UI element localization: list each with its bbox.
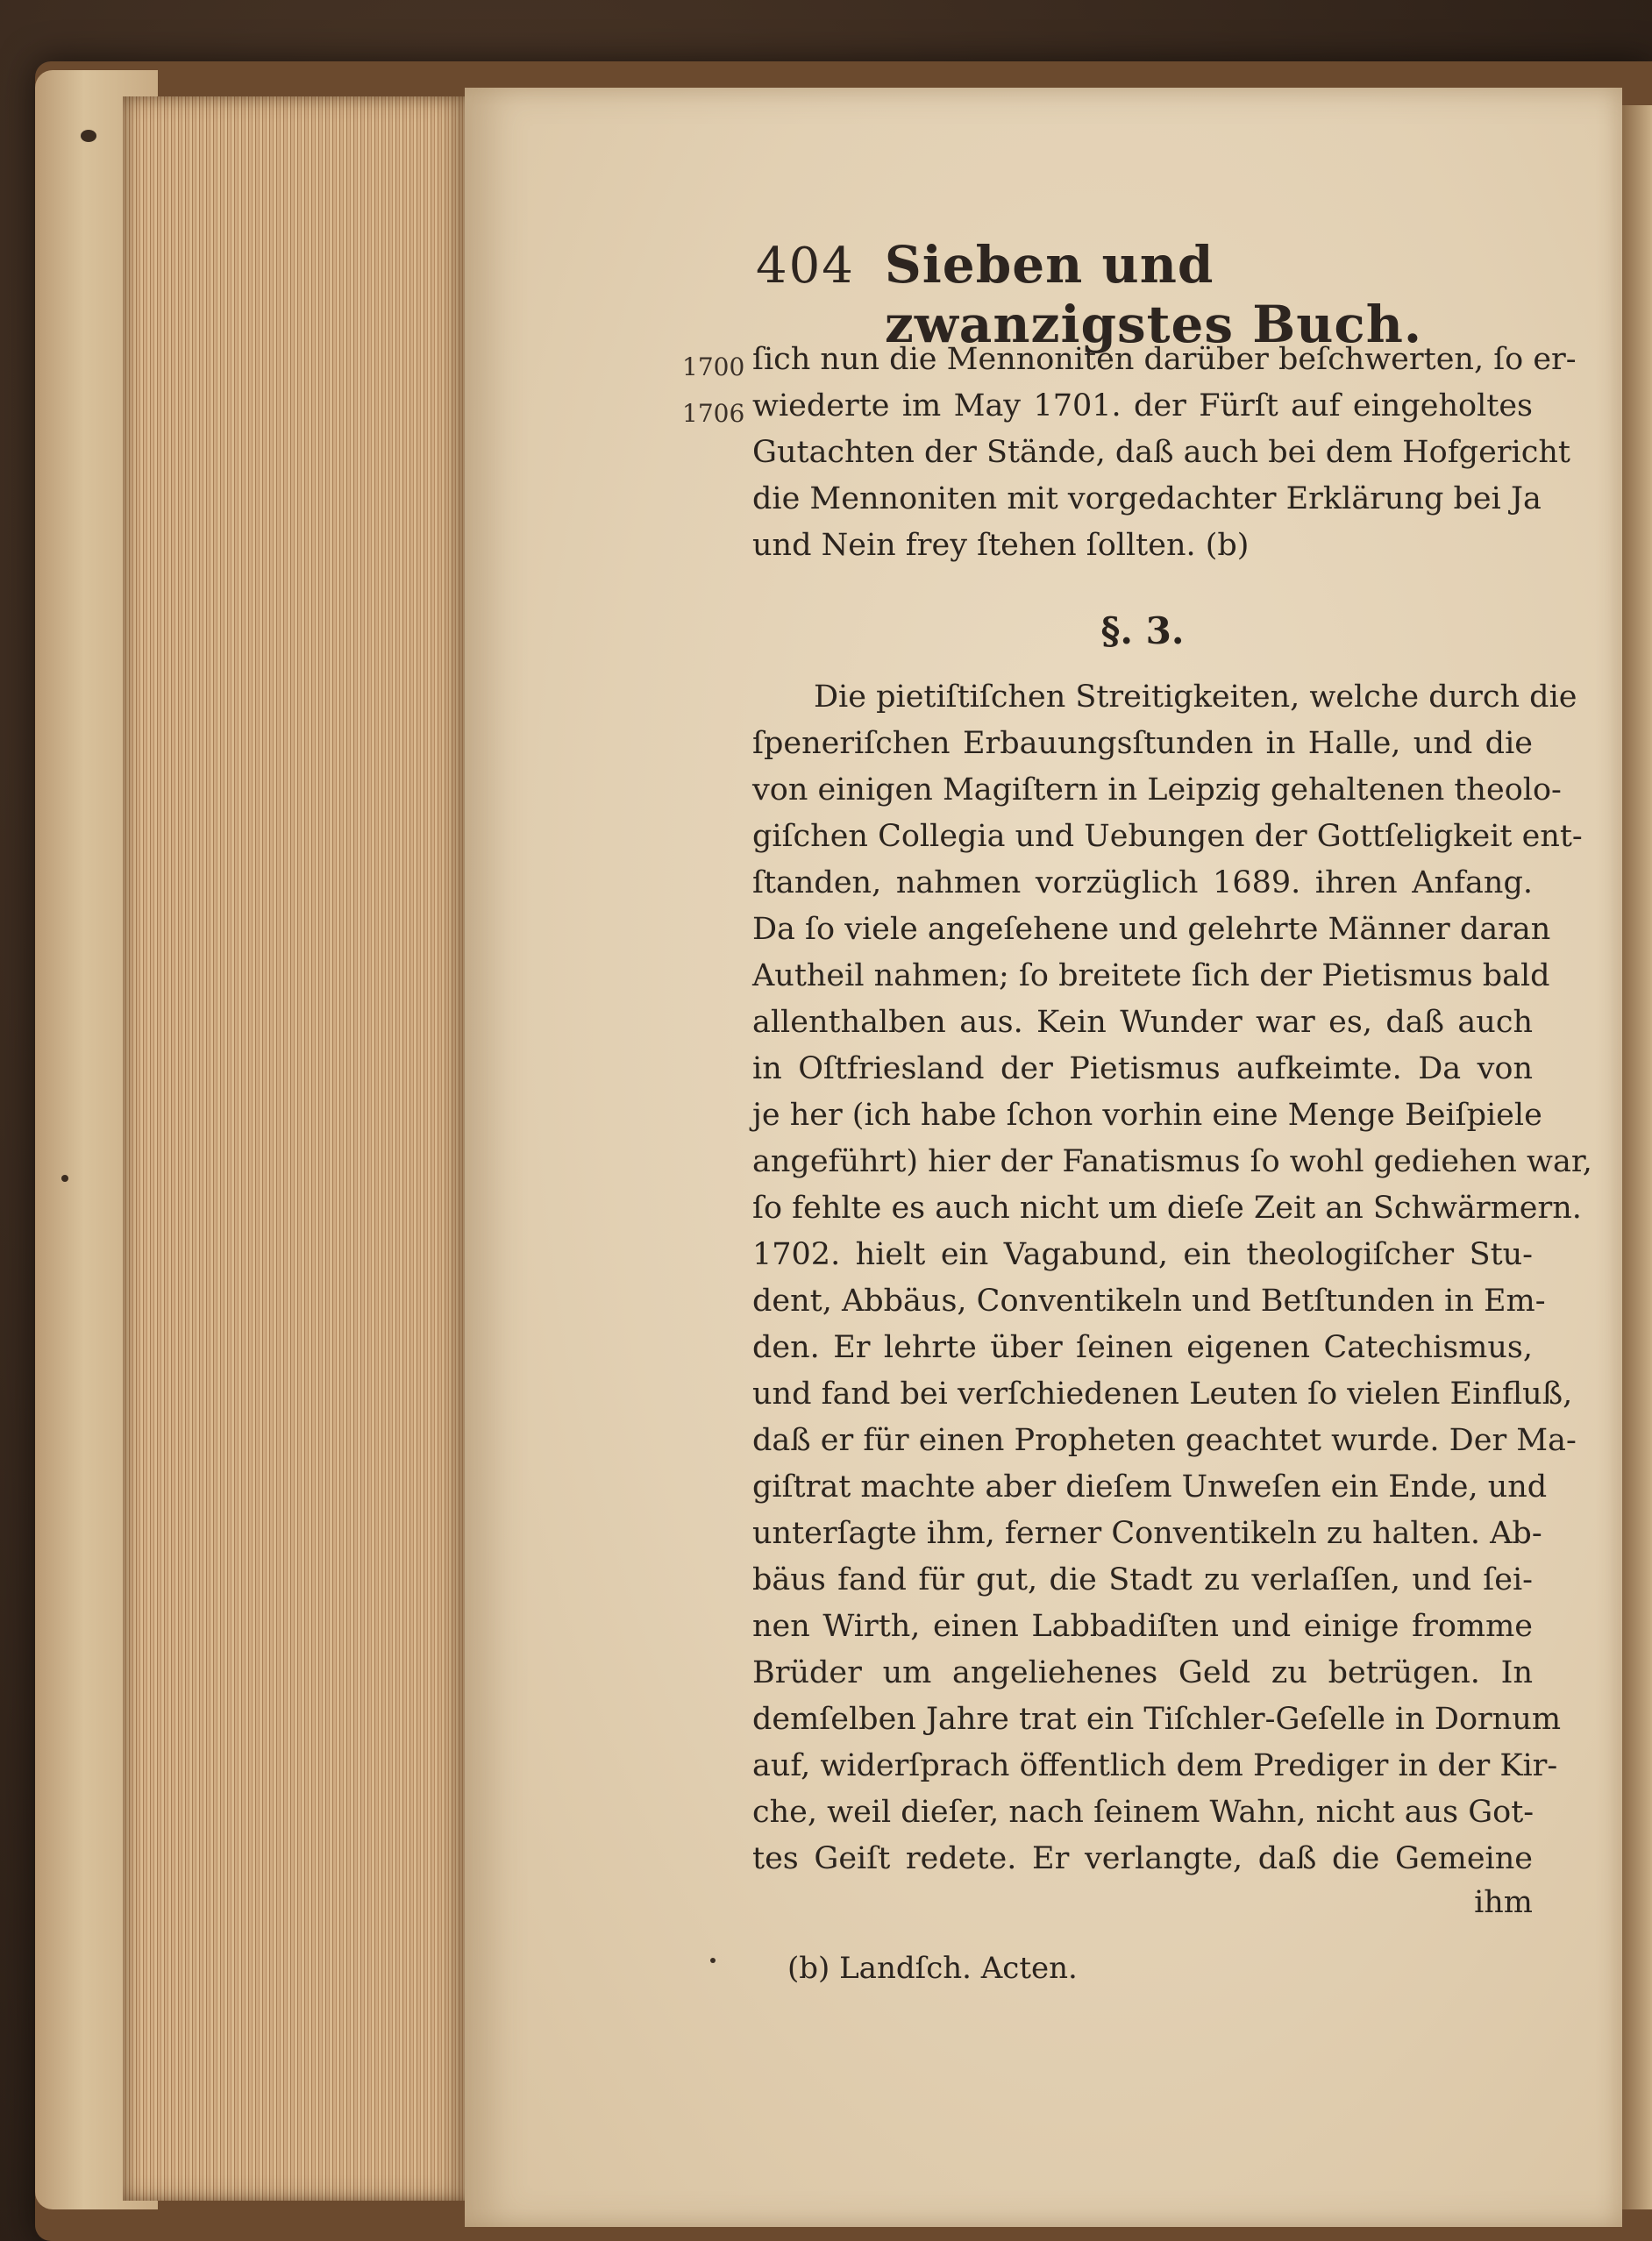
text-line: allenthalben aus. Kein Wunder war es, daß auch bbox=[752, 1005, 1533, 1040]
page-edges bbox=[123, 96, 474, 2201]
text-line: unterſagte ihm, ferner Conventikeln zu halten. Ab- bbox=[752, 1516, 1542, 1551]
text-line: ſo fehlte es auch nicht um dieſe Zeit an Schwärmern. bbox=[752, 1191, 1582, 1226]
section-heading: §. 3. bbox=[1100, 609, 1185, 652]
text-line: Autheil nahmen; ſo breitete ſich der Pietismus bald bbox=[752, 958, 1550, 993]
text-line: che, weil dieſer, nach ſeinem Wahn, nicht aus Got- bbox=[752, 1795, 1535, 1830]
margin-years bbox=[682, 344, 761, 437]
text-line: den. Er lehrte über ſeinen eigenen Catechismus, bbox=[752, 1330, 1533, 1365]
text-line: 1702. hielt ein Vagabund, ein theologiſcher Stu- bbox=[752, 1237, 1533, 1272]
ink-dot bbox=[710, 1958, 716, 1963]
page-number: 404 bbox=[756, 238, 855, 295]
text-line: nen Wirth, einen Labbadiſten und einige fromme bbox=[752, 1609, 1533, 1644]
text-line: giſchen Collegia und Uebungen der Gottſeligkeit ent- bbox=[752, 819, 1583, 854]
text-line: angeführt) hier der Fanatismus ſo wohl gediehen war, bbox=[752, 1144, 1592, 1179]
text-line: von einigen Magiſtern in Leipzig gehaltenen theolo- bbox=[752, 772, 1562, 807]
text-line: giſtrat machte aber dieſem Unweſen ein Ende, und bbox=[752, 1469, 1548, 1505]
text-line: ſtanden, nahmen vorzüglich 1689. ihren Anfang. bbox=[752, 865, 1533, 900]
text-line: die Mennoniten mit vorgedachter Erklärung bei Ja bbox=[752, 481, 1542, 516]
text-line: Brüder um angeliehenes Geld zu betrügen. In bbox=[752, 1655, 1533, 1690]
binding-spot bbox=[81, 130, 96, 142]
footnote: (b) Landſch. Acten. bbox=[787, 1951, 1078, 1986]
running-head: Sieben und zwanzigstes Buch. bbox=[884, 235, 1423, 354]
text-line: auf, widerſprach öffentlich dem Prediger in der Kir- bbox=[752, 1748, 1558, 1783]
margin-year: 1700 bbox=[682, 352, 745, 381]
text-line: daß er für einen Propheten geachtet wurde. Der Ma- bbox=[752, 1423, 1577, 1458]
text-line: und fand bei verſchiedenen Leuten ſo vielen Einfluß, bbox=[752, 1377, 1573, 1412]
text-line: je her (ich habe ſchon vorhin eine Menge Beiſpiele bbox=[752, 1098, 1542, 1133]
text-line: Da ſo viele angeſehene und gelehrte Männer daran bbox=[752, 912, 1551, 947]
text-line: dent, Abbäus, Conventikeln und Betſtunden in Em- bbox=[752, 1284, 1546, 1319]
facing-page-edge bbox=[1622, 105, 1652, 2209]
margin-year: 1706 bbox=[682, 399, 745, 428]
text-line: bäus fand für gut, die Stadt zu verlaſſen, und ſei- bbox=[752, 1562, 1533, 1597]
text-line: in Oſtfriesland der Pietismus aufkeimte. Da von bbox=[752, 1051, 1533, 1086]
text-line: Gutachten der Stände, daß auch bei dem Hofgericht bbox=[752, 435, 1570, 470]
text-line: ſpeneriſchen Erbauungsſtunden in Halle, und die bbox=[752, 726, 1533, 761]
text-line: Die pietiſtiſchen Streitigkeiten, welche durch die bbox=[814, 679, 1577, 715]
catchword: ihm bbox=[1474, 1885, 1533, 1920]
page-header bbox=[756, 235, 1519, 354]
text-line: wiederte im May 1701. der Fürſt auf eingeholtes bbox=[752, 388, 1533, 423]
text-line: tes Geiſt redete. Er verlangte, daß die Gemeine bbox=[752, 1841, 1533, 1876]
text-line: und Nein frey ſtehen ſollten. (b) bbox=[752, 528, 1250, 563]
binding-spot bbox=[61, 1175, 68, 1182]
text-line: demſelben Jahre trat ein Tiſchler-Geſelle in Dornum bbox=[752, 1702, 1562, 1737]
text-line: ſich nun die Mennoniten darüber beſchwerten, ſo er- bbox=[752, 342, 1577, 377]
